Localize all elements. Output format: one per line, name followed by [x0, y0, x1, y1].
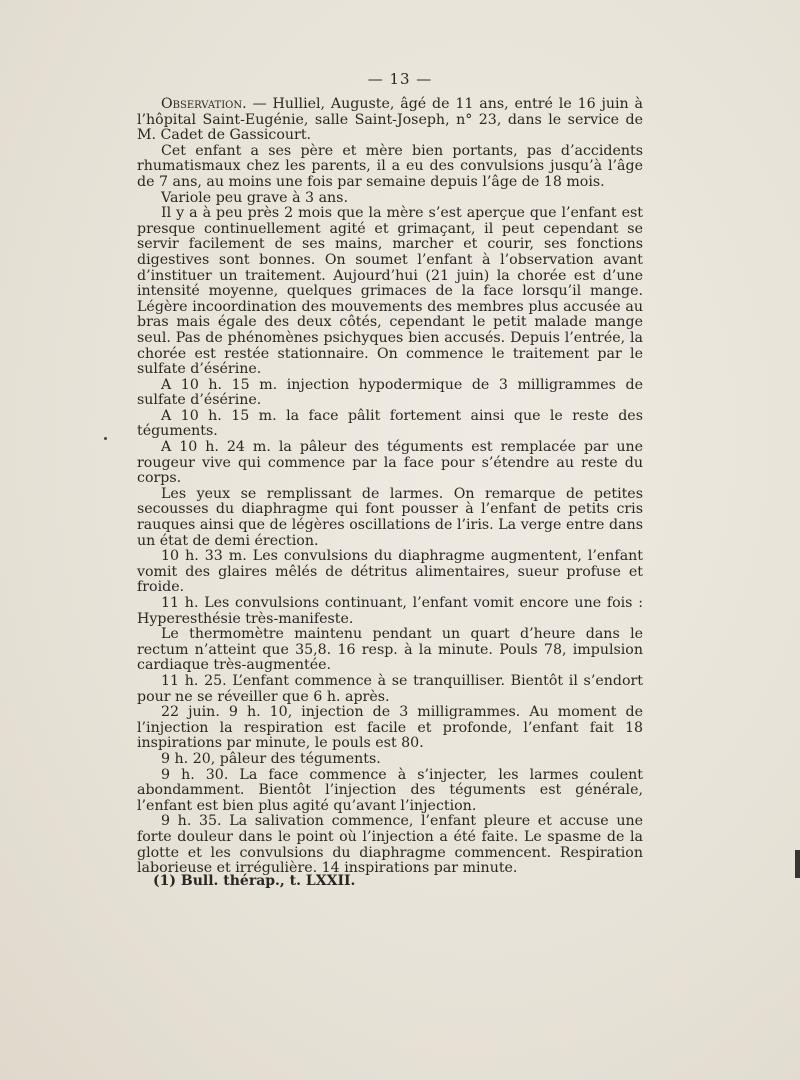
paragraph: 9 h. 30. La face commence à s’injecter, les larmes coulent abondamment. Bientôt l’injection des téguments est générale, l’enfant est bien plus agité qu’avant l’injection.	[137, 766, 643, 814]
footnote: (1) Bull. thérap., t. LXXII.	[153, 873, 356, 889]
page-number: — 13 —	[367, 70, 433, 88]
paragraph: Il y a à peu près 2 mois que la mère s’est aperçue que l’enfant est presque continuellement agité et grimaçant, il peut cependant se servir facilement de ses mains, marcher et courir, ses fonctions digestives sont bonnes. On soumet l’enfant à l’observation avant d’instituer un traitement. Aujourd’hui (21 juin) la chorée est d’une intensité moyenne, quelques grimaces de la face lorsqu’il mange. Légère incoordination des mouvements des membres plus accusée au bras mais égale des deux côtés, cependant le petit malade mange seul. Pas de phénomènes psichyques bien accusés. Depuis l’entrée, la chorée est restée stationnaire. On commence le traitement par le sulfate d’ésérine.	[137, 205, 643, 378]
paragraph	[137, 97, 643, 144]
paragraph: 10 h. 33 m. Les convulsions du diaphragme augmentent, l’enfant vomit des glaires mêlés de détritus alimentaires, sueur profuse et froide.	[137, 548, 643, 596]
paragraph: Le thermomètre maintenu pendant un quart d’heure dans le rectum n’atteint que 35,8. 16 resp. à la minute. Pouls 78, impulsion cardiaque très-augmentée.	[137, 626, 643, 674]
observation-text	[137, 97, 643, 877]
paragraph: 11 h. 25. L’enfant commence à se tranquilliser. Bientôt il s’endort pour ne se réveiller que 6 h. après.	[137, 672, 643, 705]
paragraph-text: — Hulliel, Auguste, âgé de 11 ans, entré le 16 juin à l’hôpital Saint-Eugénie, salle Saint-Joseph, n° 23, dans le service de M. Cadet de Gassicourt.	[137, 96, 643, 144]
margin-ink-dot	[104, 437, 107, 440]
paragraph: 9 h. 35. La salivation commence, l’enfant pleure et accuse une forte douleur dans le point où l’injection a été faite. Le spasme de la glotte et les convulsions du diaphragme commencent. Respiration laborieuse et irrégulière. 14 inspirations par minute.	[137, 813, 643, 877]
paragraph: A 10 h. 15 m. injection hypodermique de 3 milligrammes de sulfate d’ésérine.	[137, 376, 643, 409]
page-edge-mark	[795, 850, 800, 878]
paragraph: A 10 h. 24 m. la pâleur des téguments est remplacée par une rougeur vive qui commence par la face pour s’étendre au reste du corps.	[137, 439, 643, 487]
paragraph: 22 juin. 9 h. 10, injection de 3 milligrammes. Au moment de l’injection la respiration est facile et profonde, l’enfant fait 18 inspirations par minute, le pouls est 80.	[137, 704, 643, 752]
paragraph: Les yeux se remplissant de larmes. On remarque de petites secousses du diaphragme qui font pousser à l’enfant de petits cris rauques ainsi que de légères oscillations de l’iris. La verge entre dans un état de demi érection.	[137, 485, 643, 549]
paragraph: 11 h. Les convulsions continuant, l’enfant vomit encore une fois : Hyperesthésie très-manifeste.	[137, 595, 643, 627]
paragraph: Variole peu grave à 3 ans.	[161, 189, 348, 206]
paragraph: Cet enfant a ses père et mère bien portants, pas d’accidents rhumatismaux chez les parents, il a eu des convulsions jusqu’à l’âge de 7 ans, au moins une fois par semaine depuis l’âge de 18 mois.	[137, 142, 643, 190]
observation-heading: Observation.	[161, 96, 247, 112]
paragraph: A 10 h. 15 m. la face pâlit fortement ainsi que le reste des téguments.	[137, 407, 643, 440]
paragraph: 9 h. 20, pâleur des téguments.	[161, 750, 381, 767]
